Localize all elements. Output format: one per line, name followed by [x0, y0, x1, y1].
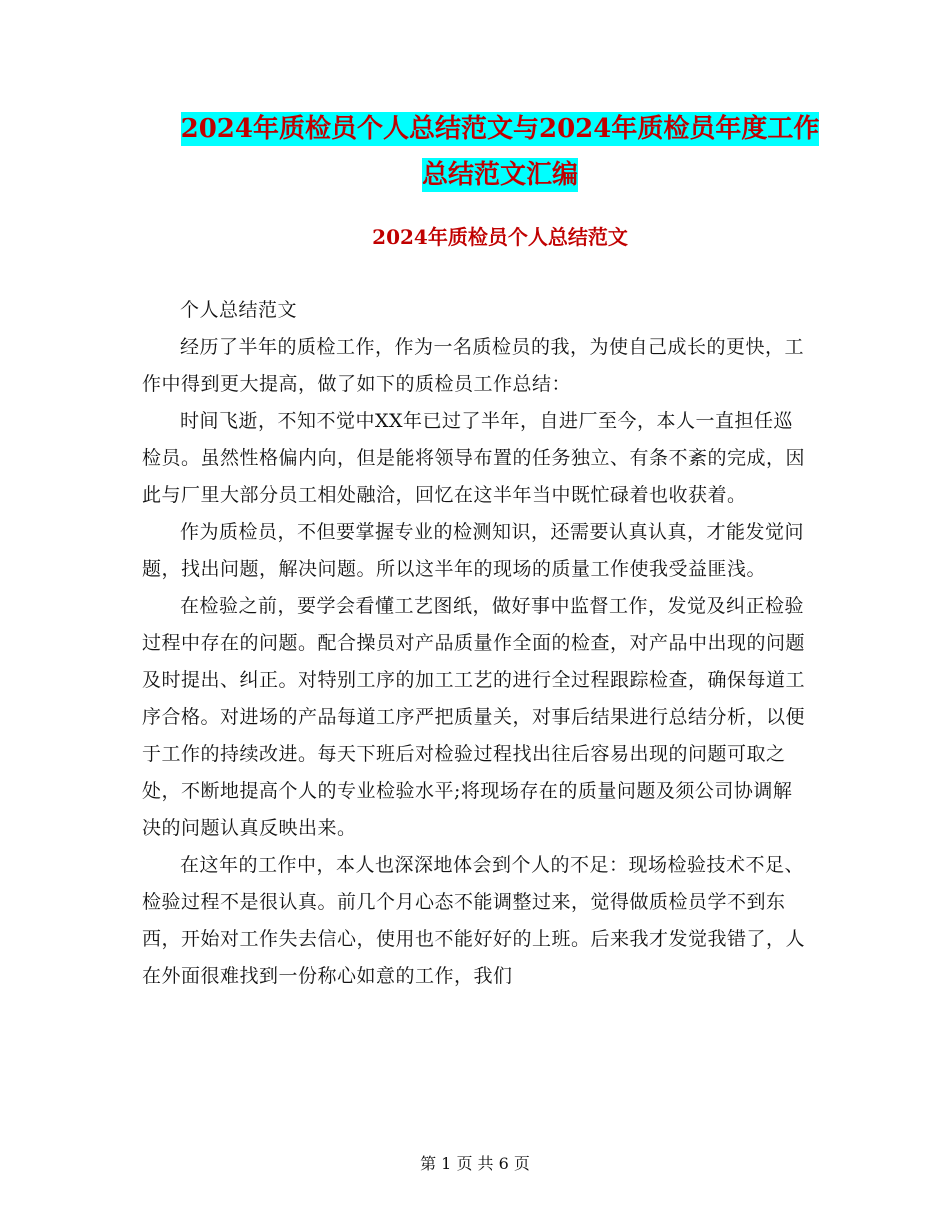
- document-body: [142, 292, 810, 995]
- title-line-2: 总结范文汇编: [421, 160, 578, 190]
- paragraph: 作为质检员，不但要掌握专业的检测知识，还需要认真认真，才能发觉问题，找出问题，解决问题。所以这半年的现场的质量工作使我受益匪浅。: [142, 521, 805, 580]
- paragraph: 时间飞逝，不知不觉中XX年已过了半年，自进厂至今，本人一直担任巡检员。虽然性格偏内向，但是能将领导布置的任务独立、有条不紊的完成，因此与厂里大部分员工相处融洽，回忆在这半年当中既忙碌着也收获着。: [142, 410, 806, 506]
- paragraph: 经历了半年的质检工作，作为一名质检员的我，为使自己成长的更快，工作中得到更大提高，做了如下的质检员工作总结：: [142, 336, 805, 395]
- paragraph: 在这年的工作中，本人也深深地体会到个人的不足：现场检验技术不足、检验过程不是很认真。前几个月心态不能调整过来，觉得做质检员学不到东西，开始对工作失去信心，使用也不能好好的上班。后来我才发觉我错了，人在外面很难找到一份称心如意的工作，我们: [142, 854, 806, 987]
- title-line-1: 2024年质检员个人总结范文与2024年质检员年度工作: [180, 114, 820, 144]
- paragraph: 在检验之前，要学会看懂工艺图纸，做好事中监督工作，发觉及纠正检验过程中存在的问题。配合操员对产品质量作全面的检查，对产品中出现的问题及时提出、纠正。对特别工序的加工工艺的进行全过程跟踪检查，确保每道工序合格。对进场的产品每道工序严把质量关，对事后结果进行总结分析，以便于工作的持续改进。每天下班后对检验过程找出往后容易出现的问题可取之处，不断地提高个人的专业检验水平;将现场存在的质量问题及须公司协调解决的问题认真反映出来。: [142, 595, 806, 839]
- section-heading: 2024年质检员个人总结范文: [372, 225, 628, 249]
- document-title: [140, 106, 860, 198]
- page-number-footer: 第 1 页 共 6 页: [420, 1154, 530, 1173]
- paragraph: 个人总结范文: [180, 299, 298, 321]
